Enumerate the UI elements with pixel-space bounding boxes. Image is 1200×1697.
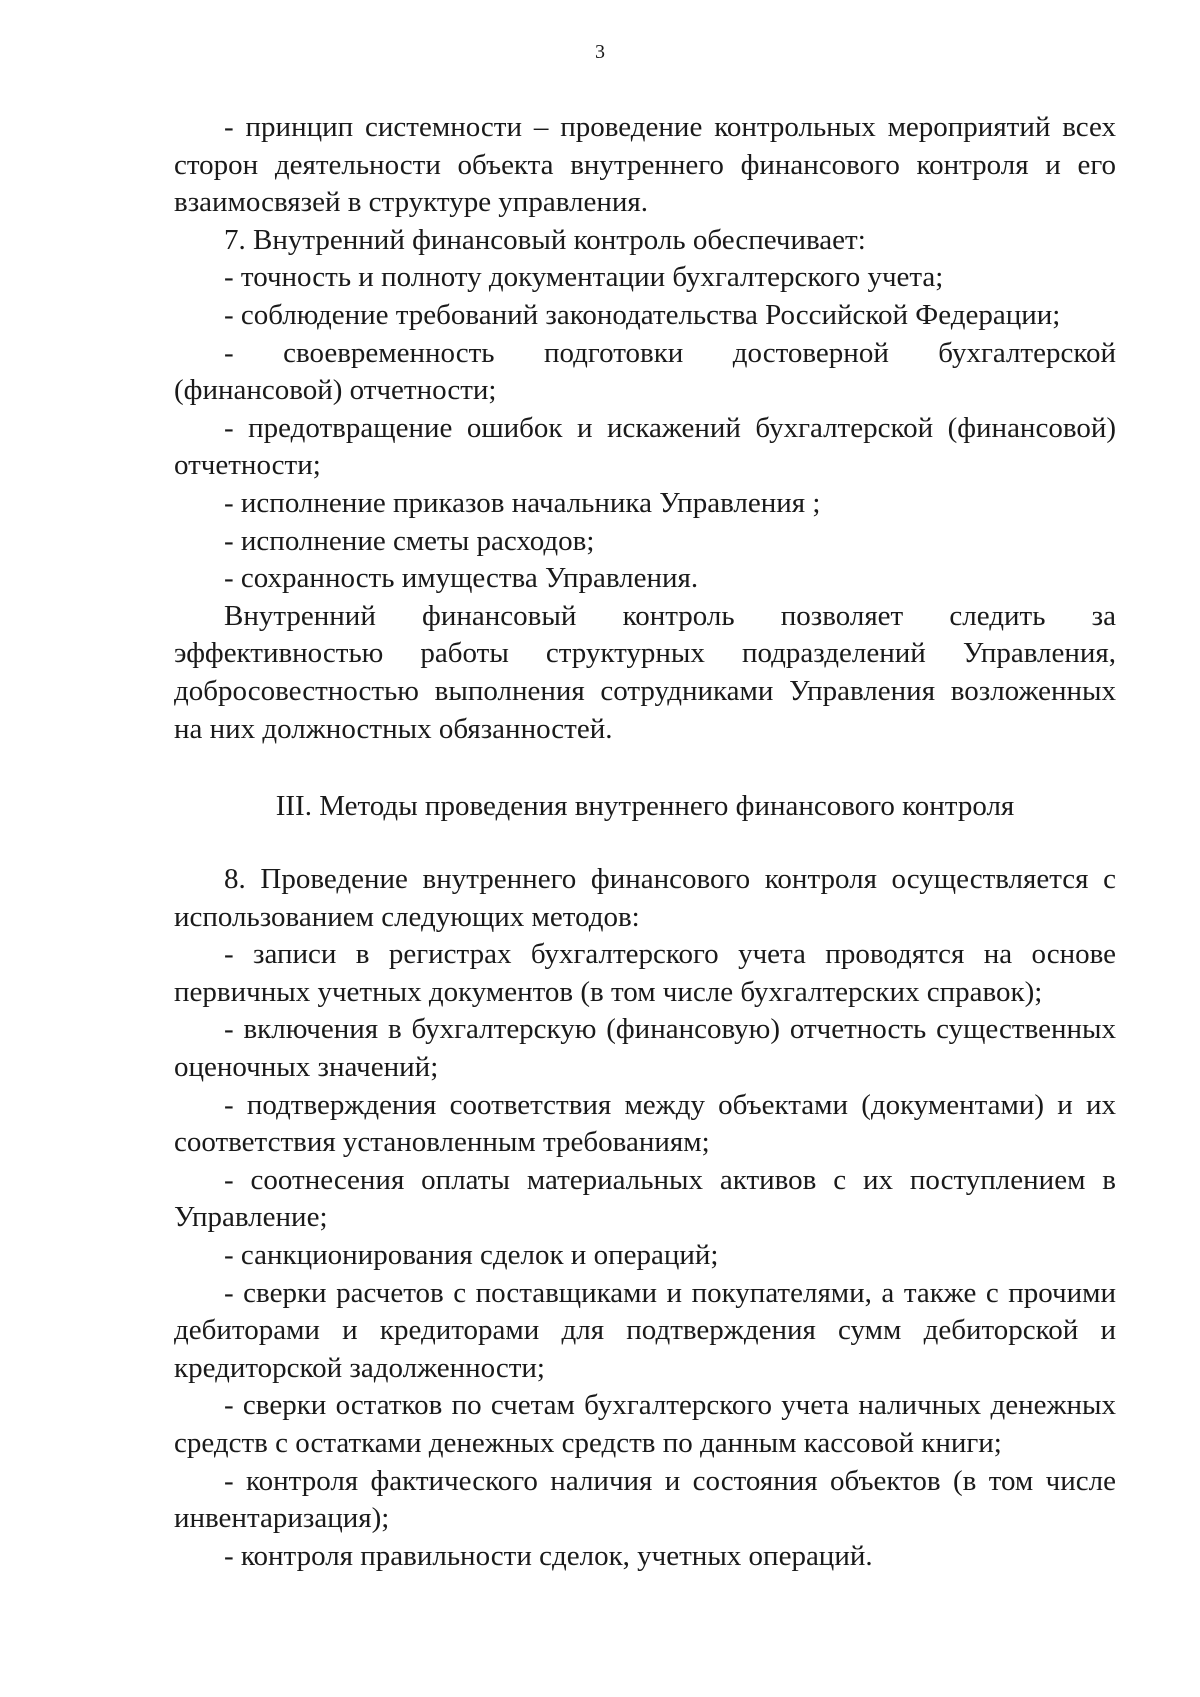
principles-and-provisions-text <box>174 109 1116 748</box>
methods-text <box>174 861 1116 1575</box>
list-item-method-inventory: - контроля фактического наличия и состояния объектов (в том числе инвентаризация); <box>174 1464 1116 1535</box>
section-heading: III. Методы проведения внутреннего финансового контроля <box>275 790 1015 822</box>
paragraph-systematic-principle: - принцип системности – проведение контрольных мероприятий всех сторон деятельности объекта внутреннего финансового контроля и его взаимосвязей в структуре управления. <box>174 111 1116 219</box>
list-item-error-prevention: - предотвращение ошибок и искажений бухгалтерской (финансовой) отчетности; <box>174 411 1116 482</box>
page-number: 3 <box>595 41 605 63</box>
list-item-property-safety: - сохранность имущества Управления. <box>224 562 699 595</box>
paragraph-item-7: 7. Внутренний финансовый контроль обеспечивает: <box>224 223 866 256</box>
paragraph-item-8: 8. Проведение внутреннего финансового контроля осуществляется с использованием следующих методов: <box>174 863 1116 933</box>
list-item-method-authorization: - санкционирования сделок и операций; <box>224 1238 719 1271</box>
list-item-timely-reporting: - своевременность подготовки достоверной бухгалтерской (финансовой) отчетности; <box>174 336 1116 407</box>
list-item-method-cash-balances: - сверки остатков по счетам бухгалтерского учета наличных денежных средств с остатками денежных средств по данным кассовой книги; <box>174 1389 1116 1459</box>
list-item-method-transactions: - контроля правильности сделок, учетных операций. <box>224 1539 873 1572</box>
list-item-legal-compliance: - соблюдение требований законодательства Российской Федерации; <box>224 298 1061 331</box>
list-item-budget-execution: - исполнение сметы расходов; <box>224 524 595 557</box>
list-item-method-register-entries: - записи в регистрах бухгалтерского учета проводятся на основе первичных учетных документов (в том числе бухгалтерских справок); <box>174 938 1116 1008</box>
list-item-method-conformity: - подтверждения соответствия между объектами (документами) и их соответствия установленным требованиям; <box>174 1088 1116 1159</box>
list-item-accuracy: - точность и полноту документации бухгалтерского учета; <box>224 261 944 294</box>
list-item-method-payment-matching: - соотнесения оплаты материальных активов с их поступлением в Управление; <box>174 1163 1116 1234</box>
paragraph-control-allows: Внутренний финансовый контроль позволяет следить за эффективностью работы структурных подразделений Управления, добросовестностью выполнения сотрудниками Управления возложенных на них должностных обязанностей. <box>174 599 1116 745</box>
list-item-method-reconciliation: - сверки расчетов с поставщиками и покупателями, а также с прочими дебиторами и кредиторами для подтверждения сумм дебиторской и кредиторской задолженности; <box>174 1276 1116 1384</box>
list-item-orders-execution: - исполнение приказов начальника Управления ; <box>224 486 821 519</box>
list-item-method-estimates: - включения в бухгалтерскую (финансовую) отчетность существенных оценочных значений; <box>174 1013 1116 1083</box>
